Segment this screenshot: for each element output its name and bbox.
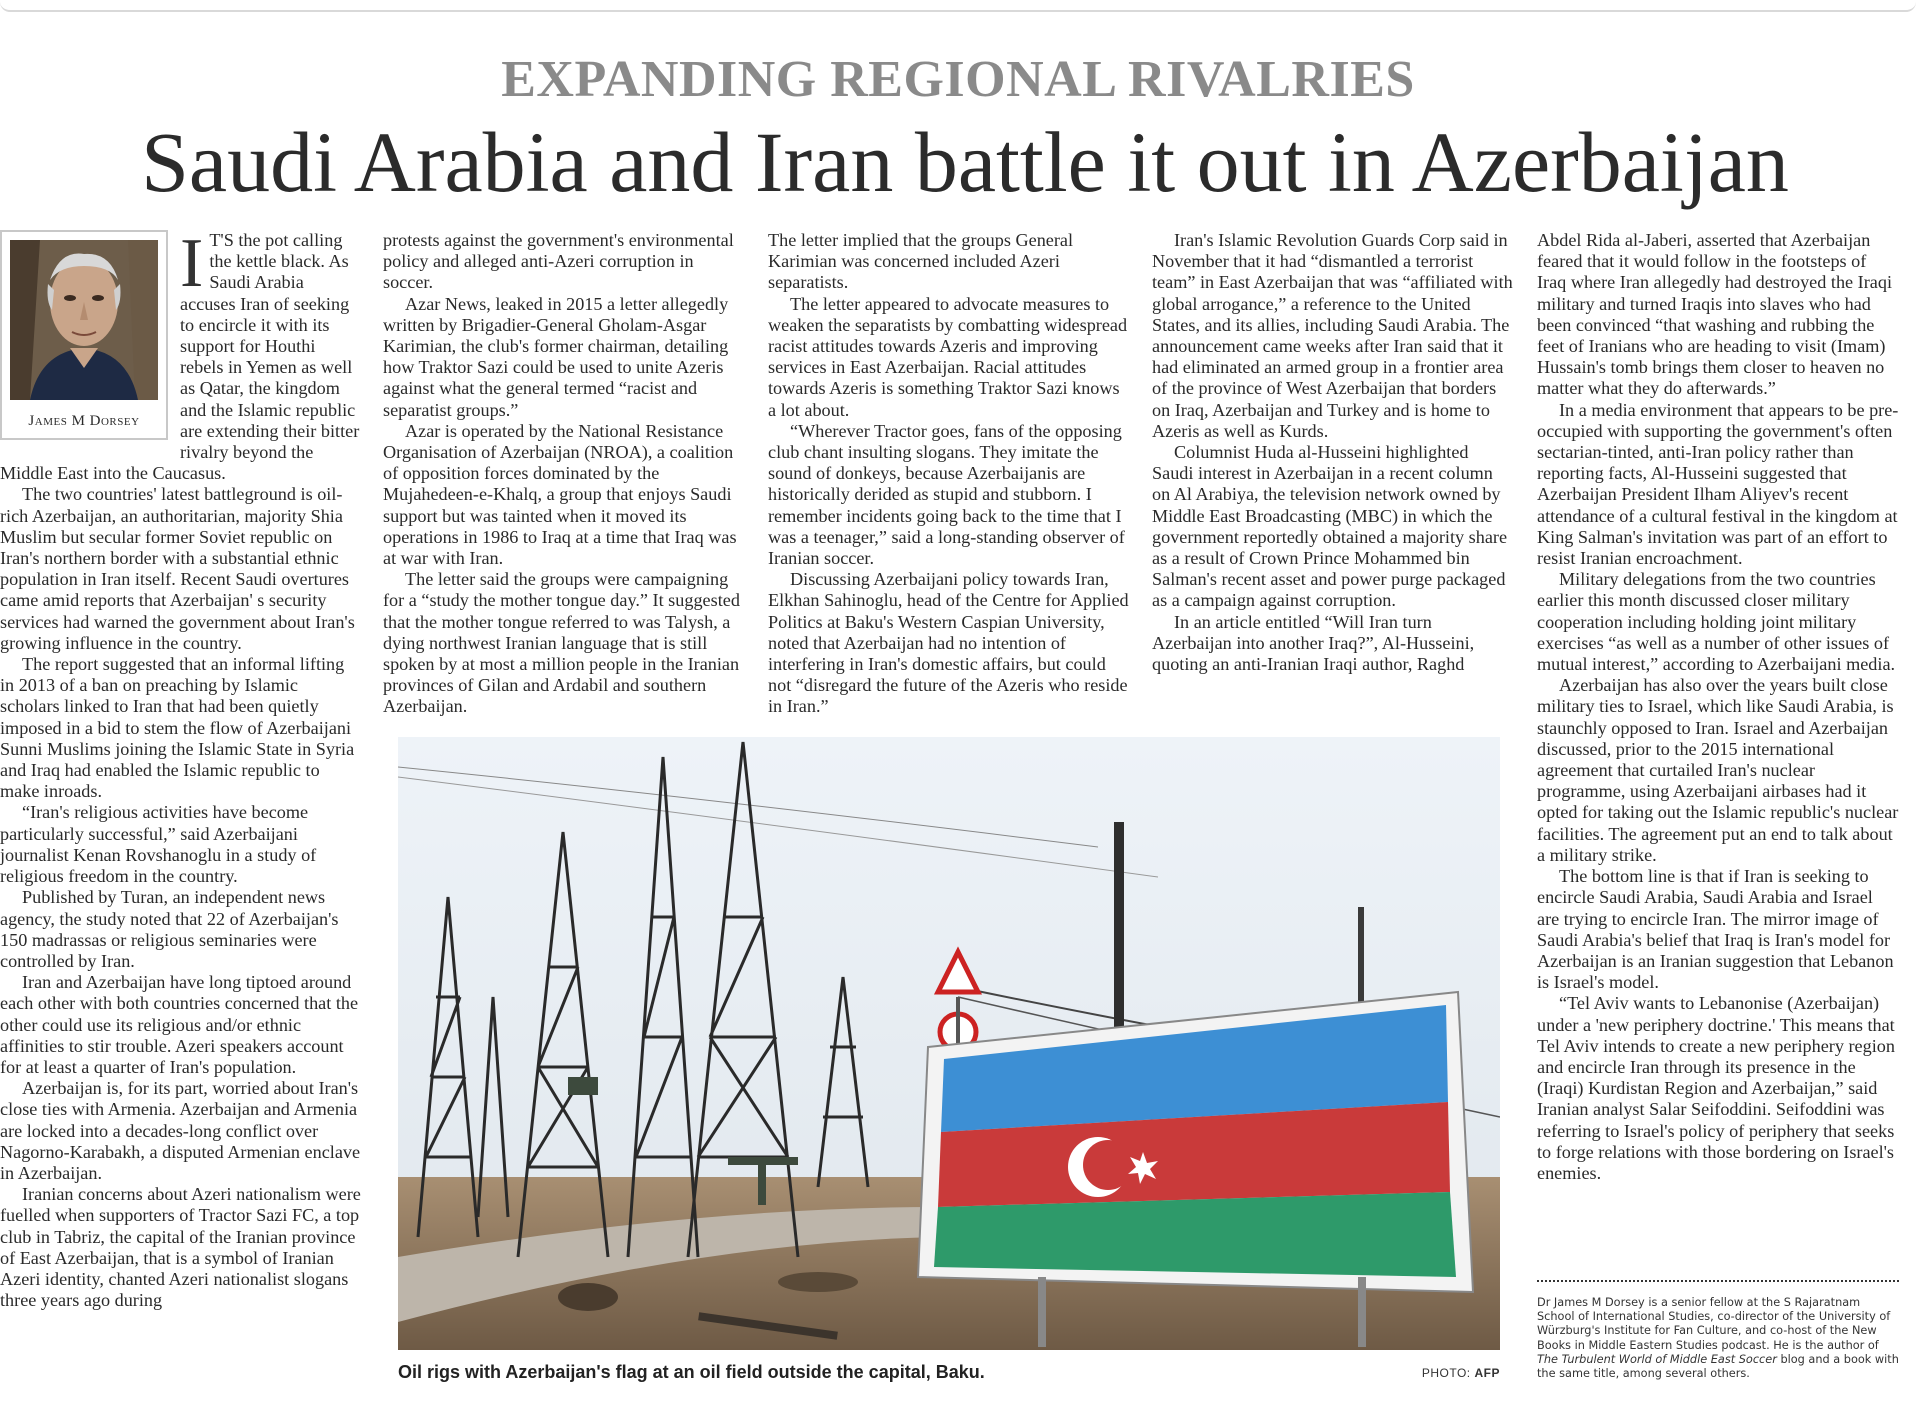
article-column-5 (1537, 230, 1899, 1184)
paragraph: Discussing Azerbaijani policy towards Iran, Elkhan Sahinoglu, head of the Centre for Applied Politics at Baku's Western Caspian University, noted that Azerbaijan had no intention of interfering in Iran's domestic affairs, but could not “disregard the future of the Azeris who reside in Iran.” (768, 569, 1129, 717)
top-frame-edge (0, 0, 1916, 12)
paragraph: “Tel Aviv wants to Lebanonise (Azerbaijan) under a 'new periphery doctrine.' This means that Tel Aviv intends to create a new periphery region and encircle Iran through its presence in the (Iraqi) Kurdistan Region and Azerbaijan,” said Iranian analyst Salar Seifoddini. Seifoddini was referring to Israel's policy of periphery that seeks to forge relations with those bordering on Israel's enemies. (1537, 993, 1895, 1183)
paragraph: The letter said the groups were campaigning for a “study the mother tongue day.” It suggested that the mother tongue referred to was Talysh, a dying northwest Iranian language that is still spoken by at most a million people in the Iranian provinces of Gilan and Ardabil and southern Azerbaijan. (383, 569, 740, 717)
article-column-1 (0, 225, 362, 1311)
paragraph: Iranian concerns about Azeri nationalism were fuelled when supporters of Tractor Sazi FC, a top club in Tabriz, the capital of the Iranian province of East Azerbaijan, that is a symbol of Iranian Azeri identity, chanted Azeri nationalist slogans three years ago during (0, 1184, 361, 1311)
photo-caption (398, 1362, 1500, 1386)
paragraph: protests against the government's environmental policy and alleged anti-Azeri corruption in soccer. (383, 230, 734, 293)
paragraph: “Wherever Tractor goes, fans of the opposing club chant insulting slogans. They imitate the sound of donkeys, because Azerbaijanis are historically derided as stupid and stubborn. I remember incidents going back to the time that I was a teenager,” said a long-standing observer of Iranian soccer. (768, 420, 1125, 569)
section-kicker: EXPANDING REGIONAL RIVALRIES (501, 51, 1415, 108)
paragraph: The bottom line is that if Iran is seeking to encircle Saudi Arabia, Saudi Arabia and Israel are trying to encircle Iran. The mirror image of Saudi Arabia's belief that Iraq is Iran's model for Azerbaijan is an Iranian suggestion that Lebanon is Israel's model. (1537, 866, 1894, 993)
paragraph: Iran's Islamic Revolution Guards Corp said in November that it had “dismantled a terrorist team” in East Azerbaijan that was “affiliated with global arrogance,” a reference to the United States, and its allies, including Saudi Arabia. The announcement came weeks after Iran said that it had eliminated an armed group in a frontier area of the province of West Azerbaijan that borders on Iraq, Azerbaijan and Turkey and is home to Azeris as well as Kurds. (1152, 230, 1513, 441)
author-byline: James M Dorsey (28, 413, 140, 430)
credit-source: AFP (1474, 1366, 1500, 1380)
caption-text: Oil rigs with Azerbaijan's flag at an oil field outside the capital, Baku. (398, 1362, 985, 1382)
photo-credit (1422, 1366, 1500, 1380)
drop-cap: I (180, 225, 204, 302)
paragraph: Azar is operated by the National Resistance Organisation of Azerbaijan (NROA), a coalition of opposition forces dominated by the Mujahedeen-e-Khalq, a group that enjoys Saudi support but was tainted when it moved its operations in 1986 to Iraq at a time that Iraq was at war with Iran. (383, 420, 737, 569)
paragraph: Published by Turan, an independent news agency, the study noted that 22 of Azerbaijan's 150 madrassas or religious seminaries were controlled by Iran. (0, 887, 339, 971)
credit-prefix: PHOTO: (1421, 1366, 1471, 1380)
bio-text-end: blog and a book with the same title, among several others. (1537, 1352, 1899, 1381)
paragraph: The letter implied that the groups General Karimian was concerned included Azeri separatists. (768, 230, 1074, 293)
paragraph: In an article entitled “Will Iran turn Azerbaijan into another Iraq?”, Al-Husseini, quoting an anti-Iranian Iraqi author, Raghd (1152, 611, 1475, 675)
paragraph: Azerbaijan is, for its part, worried about Iran's close ties with Armenia. Azerbaijan and Armenia are locked into a decades-long conflict over Nagorno-Karabakh, a disputed Armenian enclave in Azerbaijan. (0, 1078, 361, 1183)
author-bio (1537, 1296, 1899, 1381)
paragraph: The letter appeared to advocate measures to weaken the separatists by combatting widespread racist attitudes towards Azeris and improving services in East Azerbaijan. Racial attitudes towards Azeris is something Traktor Sazi knows a lot about. (768, 293, 1128, 420)
paragraph: In a media environment that appears to be pre-occupied with supporting the government's often sectarian-tinted, anti-Iran policy rather than reporting facts, Al-Husseini suggested that Azerbaijan President Ilham Aliyev's recent attendance of a cultural festival in the kingdom at King Salman's invitation was part of an effort to resist Iranian encroachment. (1537, 399, 1899, 569)
headline: Saudi Arabia and Iran battle it out in Azerbaijan (141, 114, 1789, 210)
paragraph: Abdel Rida al-Jaberi, asserted that Azerbaijan feared that it would follow in the footsteps of Iraq where Iran allegedly had destroyed the Iraqi military and turned Iraqis into slaves who had been convinced “that washing and rubbing the feet of Iranians who are heading to visit (Imam) Hussain's tomb brings them closer to heaven no matter what they do afterwards.” (1537, 230, 1892, 399)
paragraph: Azerbaijan has also over the years built close military ties to Israel, which like Saudi Arabia, is staunchly opposed to Iran. Israel and Azerbaijan discussed, prior to the 2015 international agreement that curtailed Iran's nuclear programme, using Azerbaijani airbases had it opted for taking out the Islamic republic's nuclear facilities. The agreement put an end to talk about a military strike. (1537, 675, 1899, 865)
paragraph: Columnist Huda al-Husseini highlighted Saudi interest in Azerbaijan in a recent column on Al Arabiya, the television network owned by Middle East Broadcasting (MBC) in which the government reportedly obtained a majority share as a result of Crown Prince Mohammed bin Salman's recent asset and power purge packaged as a campaign against corruption. (1152, 442, 1508, 611)
author-photo-box (0, 230, 168, 440)
main-photo (398, 737, 1500, 1350)
paragraph: Iran and Azerbaijan have long tiptoed around each other with both countries concerned that the other could use its religious and/or ethnic affinities to stir trouble. Azeri speakers account for at least a quarter of Iran's population. (0, 972, 359, 1077)
paragraph: Military delegations from the two countries earlier this month discussed closer military cooperation including holding joint military exercises “as well as a number of other issues of mutual interest,” according to Azerbaijani media. (1537, 569, 1896, 675)
paragraph: The two countries' latest battleground is oil-rich Azerbaijan, an authoritarian, majority Shia Muslim but secular former Soviet republic on Iran's northern border with a substantial ethnic population in Iran itself. Recent Saudi overtures came amid reports that Azerbaijan' s security services had warned the government about Iran's growing influence in the country. (0, 484, 355, 653)
bio-book-title: The Turbulent World of Middle East Soccer (1537, 1352, 1777, 1366)
paragraph: Azar News, leaked in 2015 a letter allegedly written by Brigadier-General Gholam-Asgar Karimian, the club's former chairman, detailing how Traktor Sazi could be used to unite Azeris against what the general termed “racist and separatist groups.” (383, 293, 729, 420)
article-column-2 (383, 230, 745, 718)
oil-field-illustration (398, 737, 1500, 1350)
lead-paragraph: T'S the pot calling the kettle black. As Saudi Arabia accuses Iran of seeking to encircle it with its support for Houthi rebels in Yemen as well as Qatar, the kingdom and the Islamic republic are extending their bitter rivalry beyond the Middle East into the Caucasus. (0, 230, 360, 484)
author-portrait (10, 240, 158, 400)
bio-text: Dr James M Dorsey is a senior fellow at the S Rajaratnam School of International Studies, co-director of the University of Würzburg's Institute for Fan Culture, and co-host of the New Books in Middle Eastern Studies podcast. He is the author of (1537, 1296, 1891, 1352)
bio-divider (1537, 1280, 1899, 1282)
article-column-4 (1152, 230, 1514, 675)
paragraph: “Iran's religious activities have become particularly successful,” said Azerbaijani journalist Kenan Rovshanoglu in a study of religious freedom in the country. (0, 802, 317, 887)
paragraph: The report suggested that an informal lifting in 2013 of a ban on preaching by Islamic scholars linked to Iran that had been quietly imposed in a bid to stem the flow of Azerbaijani Sunni Muslims joining the Islamic State in Syria and Iraq had enabled the Islamic republic to make inroads. (0, 654, 355, 802)
article-column-3 (768, 230, 1130, 718)
